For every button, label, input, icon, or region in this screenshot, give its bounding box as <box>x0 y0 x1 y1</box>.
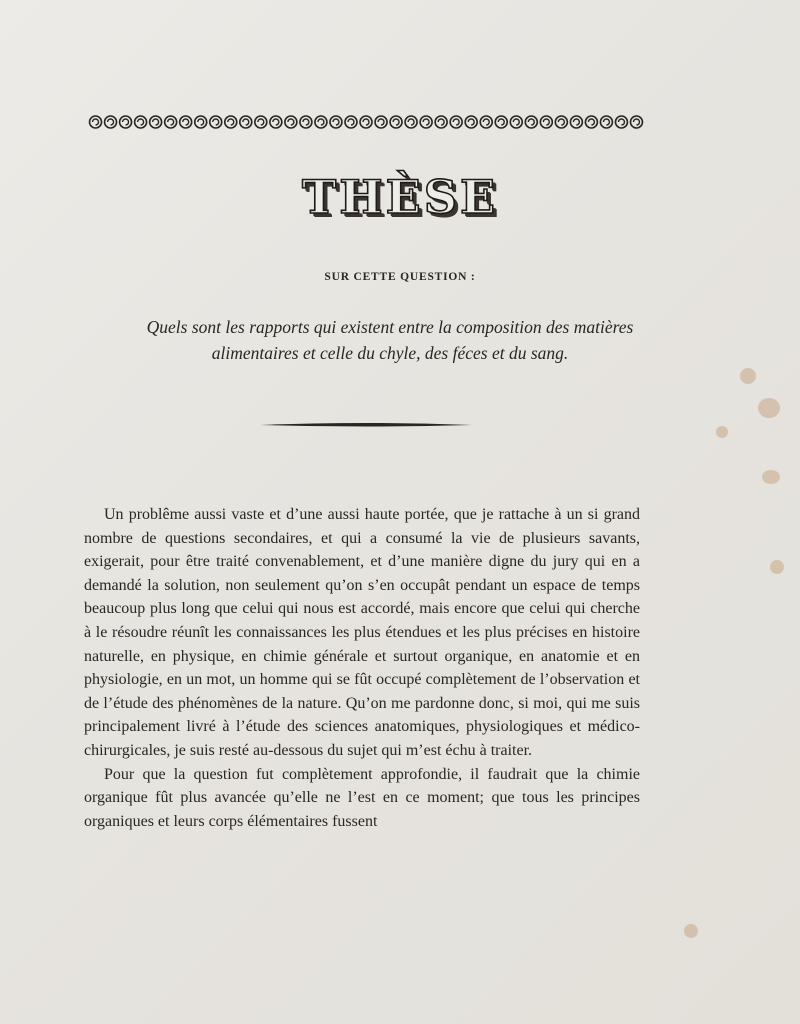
foxing-spot <box>684 924 698 938</box>
foxing-spot <box>762 470 780 484</box>
paragraph: Un problême aussi vaste et d’une aussi haute portée, que je rattache à un si grand nombre de questions secondaires, et qui a consumé la vie de plusieurs savants, exigerait, pour être traité convenablement, et d’une manière digne du jury qui en a demandé la solution, non seulement qu’on s’en occupât pendant un espace de temps beaucoup plus long que celui qui nous est accordé, mais encore que celui qui cherche à le résoudre réunît les connaissances les plus étendues et les plus précises en histoire naturelle, en physique, en chimie générale et surtout organique, en anatomie et en physiologie, en un mot, un homme qui se fût occupé complètement de l’observation et de l’étude des phénomènes de la nature. Qu’on me pardonne donc, si moi, qui me suis principalement livré à l’étude des sciences anatomiques, physiologiques et médico-chirurgicales, je suis resté au-dessous du sujet qui m’est échu à traiter. <box>84 506 640 759</box>
ornament-rule <box>88 114 644 130</box>
page-title: THÈSE <box>301 170 499 224</box>
foxing-spot <box>716 426 728 438</box>
paragraph: Pour que la question fut complètement approfondie, il faudrait que la chimie organique fût plus avancée qu’elle ne l’est en ce moment; que tous les principes organiques et leurs corps élémentaires fussent <box>84 765 640 830</box>
foxing-spot <box>740 368 756 384</box>
foxing-spot <box>770 560 784 574</box>
divider-rule <box>258 420 474 430</box>
thesis-question: Quels sont les rapports qui existent entre la composition des matières alimentaires et celle du chyle, des féces et du sang. <box>146 317 634 363</box>
body-text <box>84 503 640 833</box>
foxing-spot <box>758 398 780 418</box>
subtitle: SUR CETTE QUESTION : <box>324 271 476 283</box>
